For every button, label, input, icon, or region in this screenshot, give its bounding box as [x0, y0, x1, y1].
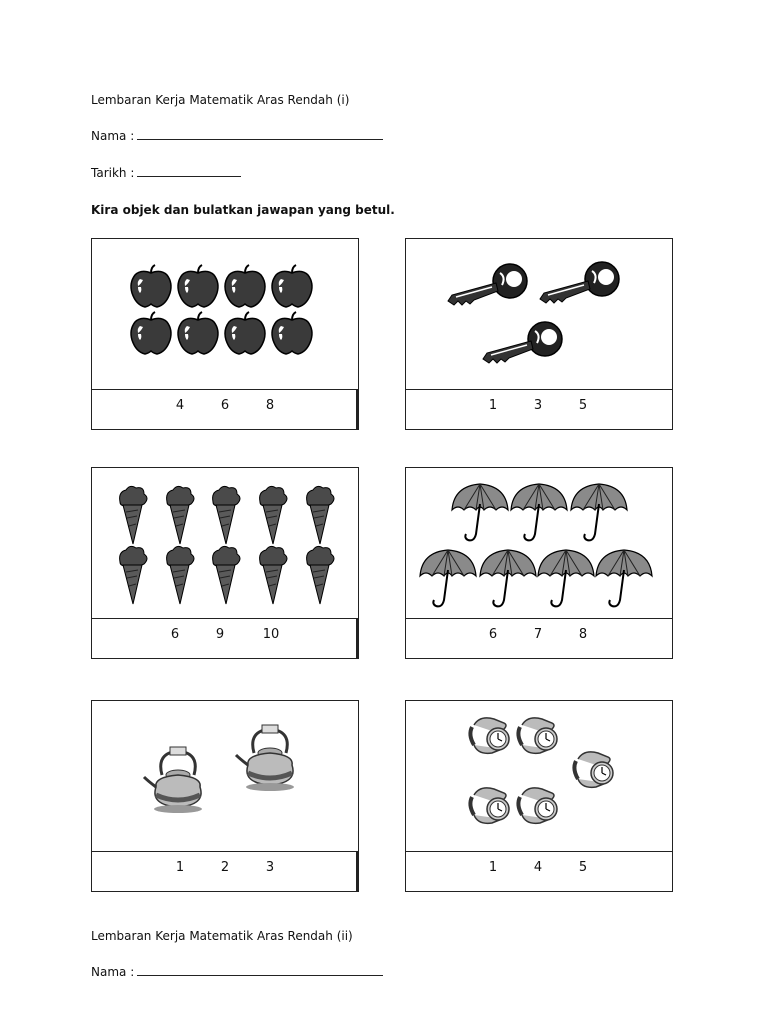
answer-row	[406, 851, 672, 891]
answer-option[interactable]: 6	[220, 398, 230, 413]
answer-row	[92, 389, 358, 429]
worksheet-title: Lembaran Kerja Matematik Aras Rendah (i)	[91, 93, 350, 107]
answer-option[interactable]: 6	[170, 627, 180, 642]
answer-option[interactable]: 3	[533, 398, 543, 413]
answer-row	[406, 389, 672, 429]
question-box-kettles	[91, 700, 359, 892]
answer-option[interactable]: 4	[533, 860, 543, 875]
answer-row	[92, 618, 358, 658]
name-field	[91, 129, 383, 143]
answer-option[interactable]: 7	[533, 627, 543, 642]
key-icon	[406, 239, 672, 389]
date-field	[91, 166, 241, 180]
date-label: Tarikh :	[91, 166, 135, 180]
answer-option[interactable]: 8	[265, 398, 275, 413]
name-line	[137, 974, 383, 976]
answer-option[interactable]: 2	[220, 860, 230, 875]
question-box-keys	[405, 238, 673, 430]
question-box-umbrellas	[405, 467, 673, 659]
apple-icon	[92, 239, 358, 389]
date-line	[137, 175, 241, 177]
name-line	[137, 138, 383, 140]
name-label: Nama :	[91, 129, 135, 143]
answer-option[interactable]: 5	[578, 860, 588, 875]
answer-row	[92, 851, 358, 891]
answer-option[interactable]: 1	[488, 860, 498, 875]
name-field-2	[91, 965, 383, 979]
answer-option[interactable]: 8	[578, 627, 588, 642]
answer-row	[406, 618, 672, 658]
wristwatch-icon	[406, 701, 672, 851]
worksheet-title-2: Lembaran Kerja Matematik Aras Rendah (ii)	[91, 929, 353, 943]
name-label: Nama :	[91, 965, 135, 979]
answer-option[interactable]: 4	[175, 398, 185, 413]
answer-option[interactable]: 3	[265, 860, 275, 875]
answer-option[interactable]: 10	[262, 627, 280, 642]
instruction: Kira objek dan bulatkan jawapan yang betul.	[91, 203, 395, 217]
answer-option[interactable]: 6	[488, 627, 498, 642]
question-box-watches	[405, 700, 673, 892]
kettle-icon	[92, 701, 358, 851]
question-box-ice-creams	[91, 467, 359, 659]
answer-option[interactable]: 5	[578, 398, 588, 413]
question-box-apples	[91, 238, 359, 430]
answer-option[interactable]: 1	[488, 398, 498, 413]
umbrella-icon	[406, 468, 672, 618]
answer-option[interactable]: 1	[175, 860, 185, 875]
answer-option[interactable]: 9	[215, 627, 225, 642]
ice-cream-cone-icon	[92, 468, 358, 618]
